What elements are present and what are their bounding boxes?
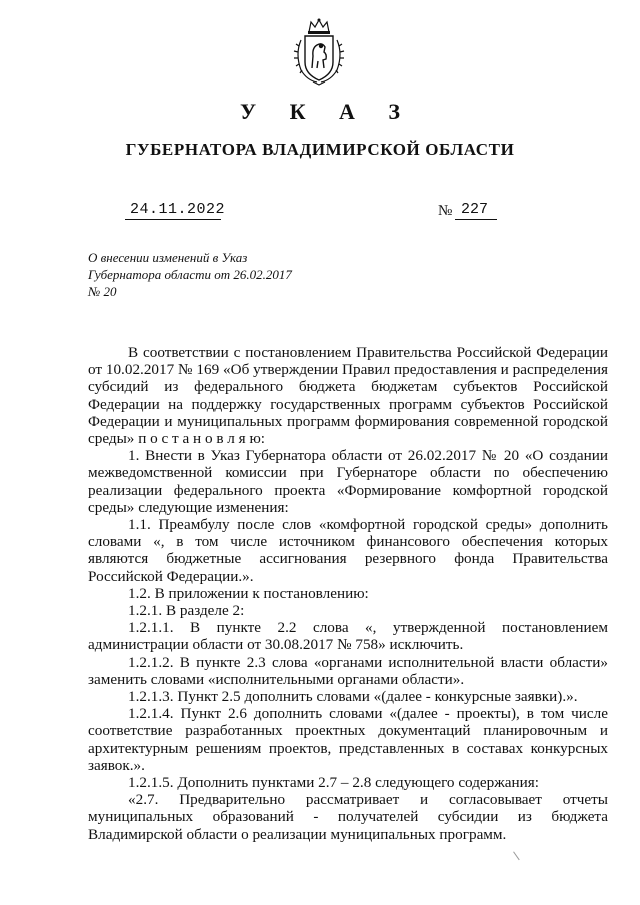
paragraph-1-2-1-3: 1.2.1.3. Пункт 2.5 дополнить словами «(далее - конкурсные заявки).». [128,688,578,706]
paragraph-1-2-1-1: 1.2.1.1. В пункте 2.2 слова «, утвержденной постановлением администрации области от 30.08.2017 № 758» исключить. [88,619,608,654]
document-body [88,344,608,843]
subject-line: О внесении изменений в Указ [88,250,248,265]
number-underline [455,219,497,220]
document-number: 227 [461,201,489,218]
number-sign: № [438,203,453,219]
paragraph-2-7: «2.7. Предварительно рассматривает и согласовывает отчеты муниципальных образований - получателей субсидии из бюджета Владимирской области о реализации муниципальных программ. [88,791,608,843]
document-subject [88,249,292,300]
paragraph-1-2-1-5: 1.2.1.5. Дополнить пунктами 2.7 – 2.8 следующего содержания: [128,774,539,792]
document-type-title: У К А З [239,99,415,124]
subject-line: № 20 [88,284,117,299]
paragraph-1-2-1: 1.2.1. В разделе 2: [128,602,245,620]
coat-of-arms-emblem [293,18,345,86]
paragraph-1-2-1-4: 1.2.1.4. Пункт 2.6 дополнить словами «(далее - проекты), в том числе соответствие разработанных проектных документаций планировочным и архитектурным решениям проектов, представленных в составах конкурсных заявок.». [88,705,608,774]
paragraph-1-2: 1.2. В приложении к постановлению: [128,584,369,602]
date-underline [125,219,221,220]
paragraph-1: 1. Внести в Указ Губернатора области от 26.02.2017 № 20 «О создании межведомственной комиссии при Губернаторе области по обеспечению реализации федерального проекта «Формирование комфортной городской среды» следующие изменения: [88,447,608,516]
document-date: 24.11.2022 [130,201,226,218]
paragraph-1-2-1-2: 1.2.1.2. В пункте 2.3 слова «органами исполнительной власти области» заменить словами «исполнительными органами области». [88,653,608,688]
issuer-subtitle: ГУБЕРНАТОРА ВЛАДИМИРСКОЙ ОБЛАСТИ [125,140,515,159]
paragraph-1-1: 1.1. Преамбулу после слов «комфортной городской среды» дополнить словами «, в том числе источником финансового обеспечения которых являются бюджетные ассигнования резервного фонда Правительства Российской Федерации.». [88,516,608,585]
page-mark [513,846,528,861]
preamble-paragraph: В соответствии с постановлением Правительства Российской Федерации от 10.02.2017 № 169 «Об утверждении Правил предоставления и распределения субсидий из федерального бюджета бюджетам субъектов Российской Федерации на поддержку государственных программ субъектов Российской Федерации и муниципальных программ формирования современной городской среды» п о с т а н о в л я ю: [88,344,608,448]
subject-line: Губернатора области от 26.02.2017 [88,267,292,282]
